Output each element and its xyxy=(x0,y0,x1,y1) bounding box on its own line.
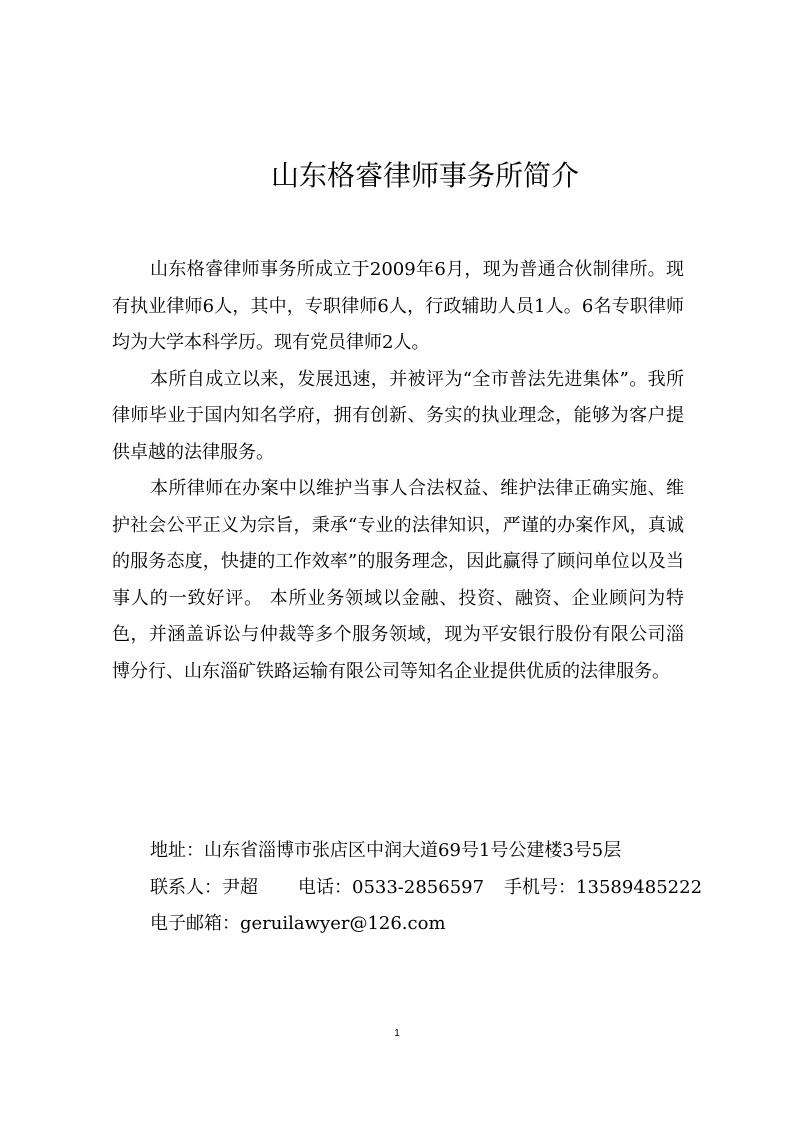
paragraph-founding: 山东格睿律师事务所成立于2009年6月，现为普通合伙制律所。现有执业律师6人，其中，专职律师6人，行政辅助人员1人。6名专职律师均为大学本科学历。现有党员律师2人。 xyxy=(112,259,684,353)
address-line: 地址：山东省淄博市张店区中润大道69号1号公建楼3号5层 xyxy=(150,840,622,861)
page-number: 1 xyxy=(394,1028,400,1039)
body-text xyxy=(112,252,684,690)
page-title: 山东格睿律师事务所简介 xyxy=(270,159,579,192)
contact-person: 联系人：尹超 xyxy=(150,876,258,898)
paragraph-development: 本所自成立以来，发展迅速，并被评为“全市普法先进集体”。我所律师毕业于国内知名学府，拥有创新、务实的执业理念，能够为客户提供卓越的法律服务。 xyxy=(112,368,684,463)
phone-number: 电话：0533-2856597 xyxy=(298,876,485,898)
email-line: 电子邮箱：geruilawyer@126.com xyxy=(150,913,446,934)
contact-block xyxy=(112,833,703,943)
contact-row xyxy=(112,870,703,907)
mobile-number: 手机号：13589485222 xyxy=(504,876,703,898)
paragraph-services: 本所律师在办案中以维护当事人合法权益、维护法律正确实施、维护社会公平正义为宗旨，秉承“专业的法律知识，严谨的办案作风，真诚的服务态度，快捷的工作效率”的服务理念，因此赢得了顾问单位以及当事人的一致好评。 本所业务领域以金融、投资、融资、企业顾问为特色，并涵盖诉讼与仲裁等多个服务领域，现为平安银行股份有限公司淄博分行、山东淄矿铁路运输有限公司等知名企业提供优质的法律服务。 xyxy=(112,478,684,682)
